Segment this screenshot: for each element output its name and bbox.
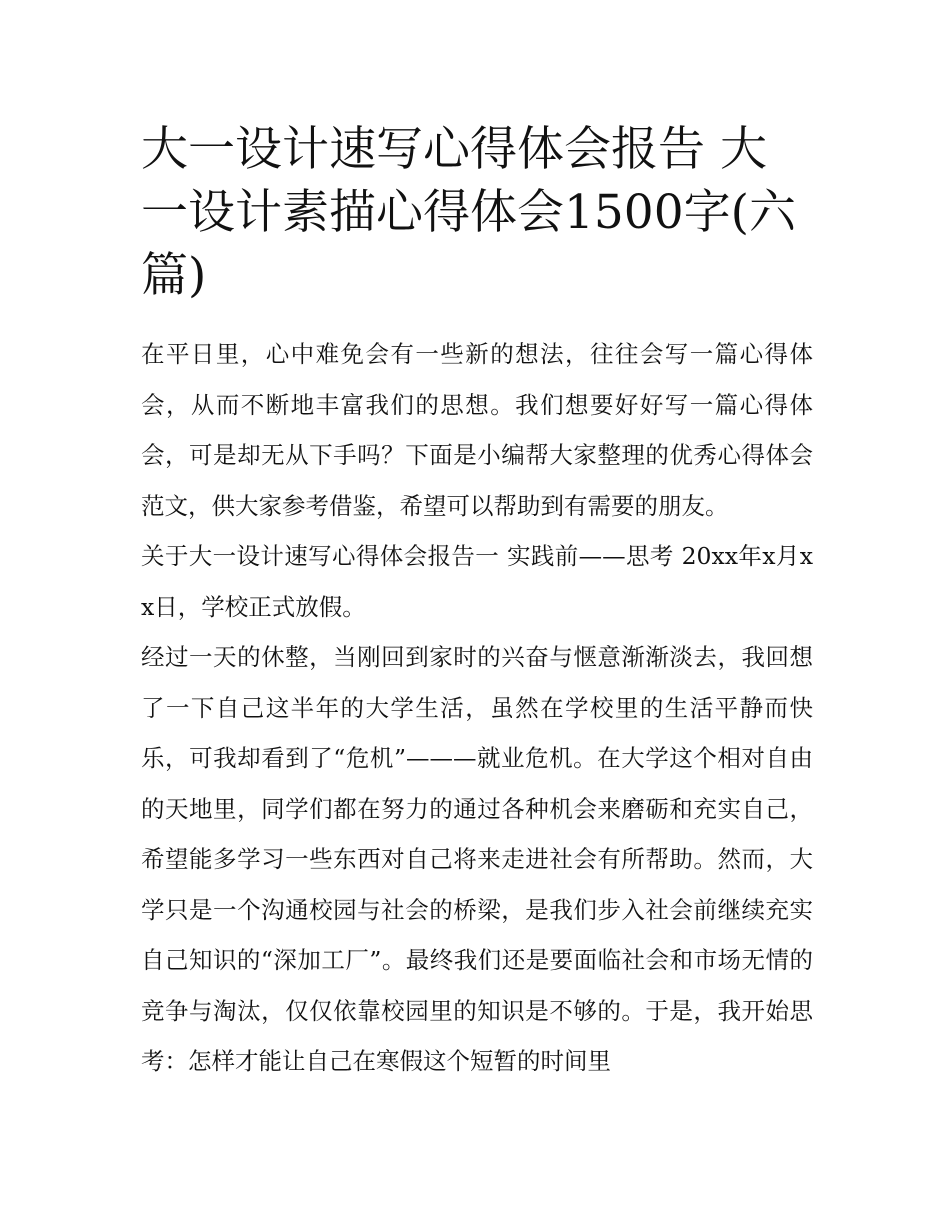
document-page — [141, 118, 813, 1087]
paragraph-intro: 在平日里，心中难免会有一些新的想法，往往会写一篇心得体会，从而不断地丰富我们的思想。我们想要好好写一篇心得体会，可是却无从下手吗？下面是小编帮大家整理的优秀心得体会范文，供大家参考借鉴，希望可以帮助到有需要的朋友。 — [141, 340, 813, 520]
paragraph-report-heading: 关于大一设计速写心得体会报告一 实践前——思考 20xx年x月xx日，学校正式放假。 — [141, 542, 813, 621]
document-title: 大一设计速写心得体会报告 大一设计素描心得体会1500字(六篇) — [141, 122, 796, 303]
document-body — [141, 329, 813, 1087]
paragraph-reflection: 经过一天的休整，当刚回到家时的兴奋与惬意渐渐淡去，我回想了一下自己这半年的大学生活，虽然在学校里的生活平静而快乐，可我却看到了“危机”———就业危机。在大学这个相对自由的天地里，同学们都在努力的通过各种机会来磨砺和充实自己，希望能多学习一些东西对自己将来走进社会有所帮助。然而，大学只是一个沟通校园与社会的桥梁，是我们步入社会前继续充实自己知识的“深加工厂”。最终我们还是要面临社会和市场无情的竞争与淘汰，仅仅依靠校园里的知识是不够的。于是，我开始思考：怎样才能让自己在寒假这个短暂的时间里 — [141, 643, 813, 1075]
